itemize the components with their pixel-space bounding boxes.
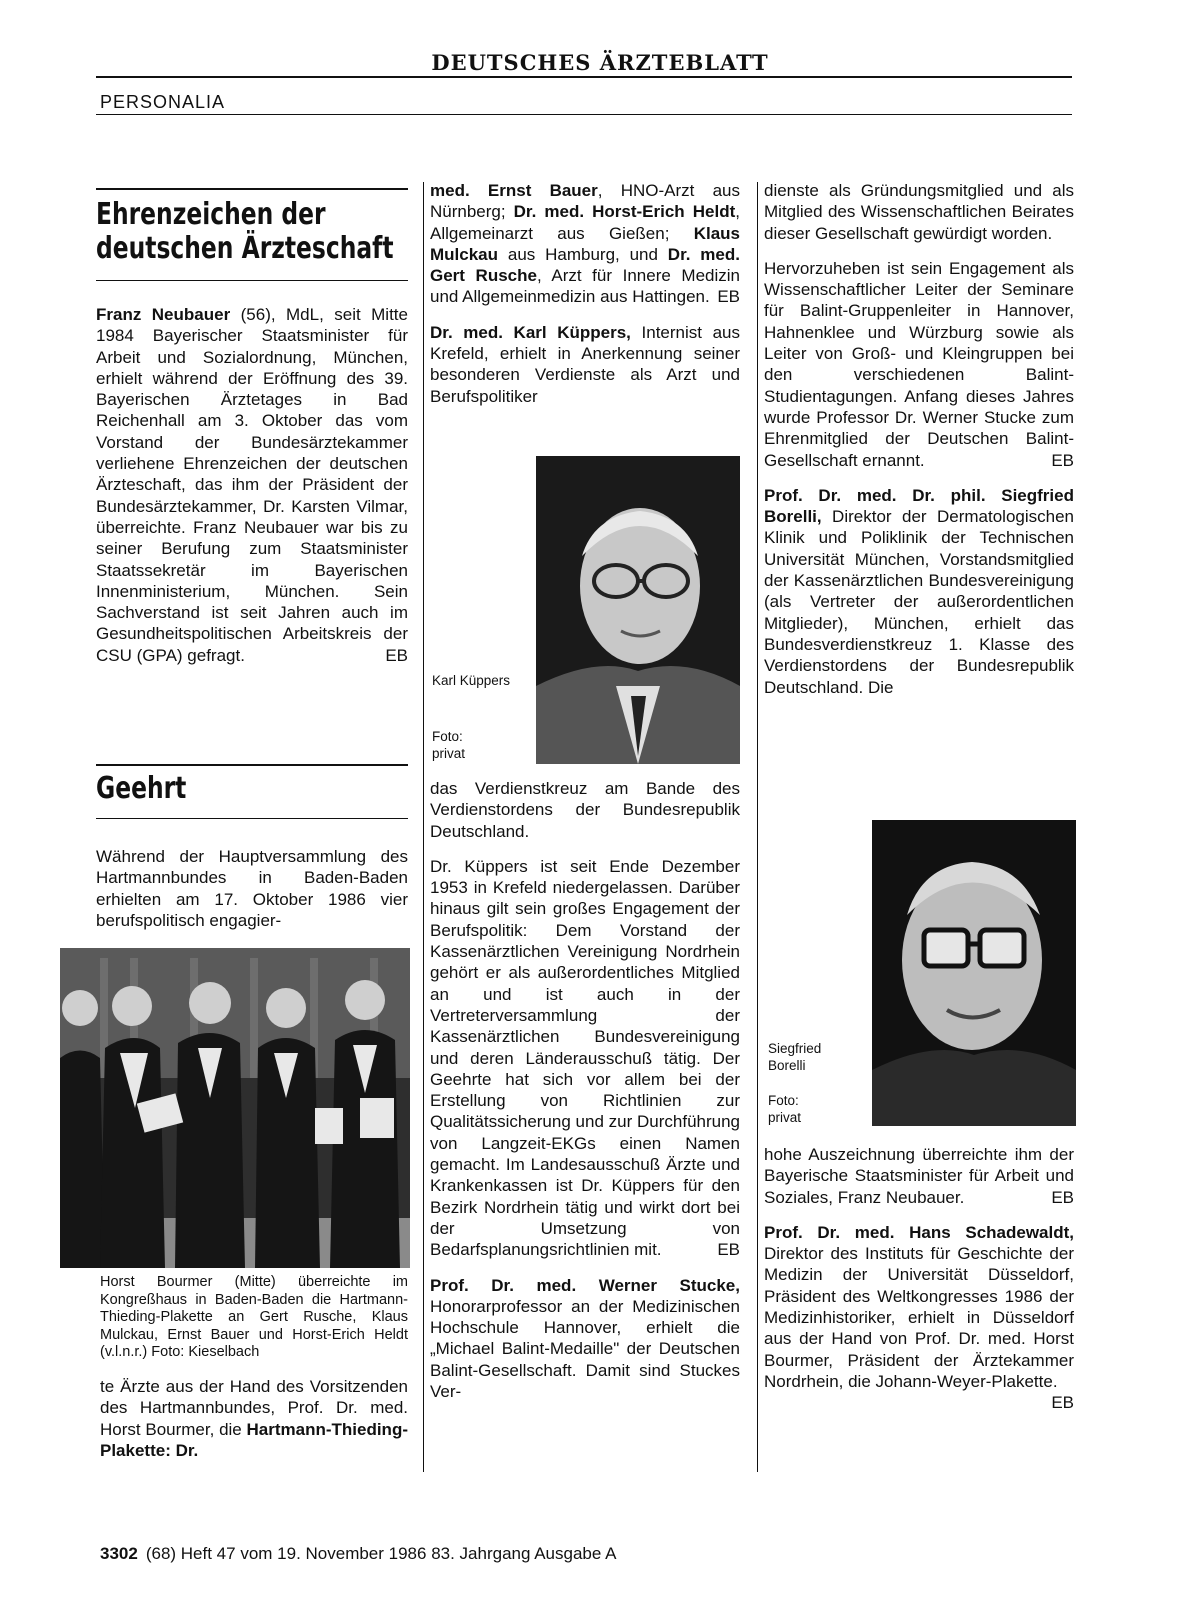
article-stucke: Prof. Dr. med. Werner Stucke, Honorarprofessor an der Medizinischen Hochschule Hannover, erhielt die „Michael Balint-Medaille" der Deutschen Balint-Gesellschaft. Damit sind Stuckes Ver- [430,1275,740,1402]
article-borelli: Prof. Dr. med. Dr. phil. Siegfried Borelli, Direktor der Dermatologischen Klinik und Poliklinik der Technischen Universität München, Vorstandsmitglied der Kassenärztlichen Bundesvereinigung (als Vertreter der außerordentlichen Mitglieder), München, erhielt das Bundesverdienstkreuz 1. Klasse des Verdienstordens der Bundesrepublik Deutschland. Die [764,485,1074,697]
column-1-geehrt-text [96,846,408,931]
headline-geehrt: Geehrt [96,771,187,806]
article-neubauer: Franz Neubauer (56), MdL, seit Mitte 1984 Bayerischer Staatsminister für Arbeit und Sozialordnung, München, erhielt während der Eröffnung des 39. Bayerischen Ärztetages in Bad Reichenhall am 3. Oktober das vom Vorstand der Bundesärztekammer verliehene Ehrenzeichen der deutschen Ärzteschaft, das ihm der Präsident der Bundesärztekammer, Dr. Karsten Vilmar, überreichte. Franz Neubauer war bis zu seiner Berufung zum Staatsminister Staatssekretär im Bayerischen Innenministerium, München. Sein Sachverstand ist seit Jahren auch im Gesundheitspolitischen Arbeitskreis der CSU (GPA) gefragt. EB [96,305,408,665]
group-photo [60,948,410,1268]
column-1-article [96,304,408,666]
article-kueppers: Dr. med. Karl Küppers, Internist aus Krefeld, erhielt in Anerkennung seiner besonderen Verdienste als Arzt und Berufspolitiker [430,322,741,406]
article-kueppers-award: das Verdienstkreuz am Bande des Verdienstordens der Bundesrepublik Deutschland. [430,779,740,841]
article-geehrt-names: med. Ernst Bauer, HNO-Arzt aus Nürnberg; Dr. med. Horst-Erich Heldt, Allgemeinarzt aus Gießen; Klaus Mulckau aus Hamburg, und Dr. med. Gert Rusche, Arzt für Innere Medizin und Allgemeinmedizin aus Hattingen. EB [430,181,740,307]
portrait-borelli-image [872,820,1076,1126]
portrait-kueppers-name: Karl Küppers [432,673,511,688]
page-footer [100,1544,616,1564]
author-mark: EB [717,1240,740,1260]
heading-rule-top [96,188,408,190]
column-2-top [430,180,740,407]
article-kueppers-career: Dr. Küppers ist seit Ende Dezember 1953 in Krefeld niedergelassen. Darüber hinaus gilt sein großes Engagement der Berufspolitik: Dem Vorstand der Kassenärztlichen Vereinigung Nordrhein gehört er als außerordentliches Mitglied an und ist auch in der Vertreterversammlung der Kassenärztlichen Bundesvereinigung und deren Länderausschuß tätig. Der Geehrte hat sich vor allem bei der Erstellung von Richtlinien zur Qualitätssicherung und zur Durchführung von Langzeit-EKGs einen Namen gemacht. Im Landesausschuß Ärzte und Krankenkassen ist Dr. Küppers für den Bezirk Nordrhein tätig und wirkt dort bei der Umsetzung von Bedarfsplanungsrichtlinien mit. EB [430,856,740,1260]
article-stucke-continued: dienste als Gründungsmitglied und als Mitglied des Wissenschaftlichen Beirates dieser Gesellschaft gewürdigt worden. [764,181,1074,243]
article-geehrt-intro: Während der Hauptversammlung des Hartmannbundes in Baden-Baden erhielten am 17. Oktober 1986 vier berufspolitisch engagier- [96,847,408,930]
group-photo-image [60,948,410,1268]
group-photo-caption: Horst Bourmer (Mitte) überreichte im Kongreßhaus in Baden-Baden die Hartmann-Thieding-Plakette an Gert Rusche, Klaus Mulckau, Ernst Bauer und Horst-Erich Heldt (v.l.n.r.) Foto: Kieselbach [100,1274,408,1360]
masthead: DEUTSCHES ÄRZTEBLATT [431,50,769,75]
column-3-top [764,180,1074,698]
portrait-kueppers-credit: Foto: privat [432,729,466,761]
headline-ehrenzeichen-line2: deutschen Ärzteschaft [96,231,394,266]
column-rule-2 [757,182,758,1472]
column-3-bottom [764,1144,1074,1414]
article-geehrt-continued: te Ärzte aus der Hand des Vorsitzenden des Hartmannbundes, Prof. Dr. med. Horst Bourmer, die Hartmann-Thieding-Plakette: Dr. [100,1377,408,1460]
column-1-top [96,198,408,266]
section-label: PERSONALIA [100,92,226,112]
column-rule-1 [423,182,424,1472]
column-1-geehrt [96,772,408,806]
issue-info: (68) Heft 47 vom 19. November 1986 83. Jahrgang Ausgabe A [145,1544,617,1563]
portrait-kueppers-image [536,456,740,764]
author-mark: EB [385,645,408,665]
headline-ehrenzeichen-line1: Ehrenzeichen der [96,197,326,232]
page-number: 3302 [100,1544,138,1563]
article-borelli-continued: hohe Auszeichnung überreichte ihm der Bayerische Staatsminister für Arbeit und Soziales, Franz Neubauer. EB [764,1145,1074,1207]
header-rule [96,114,1072,115]
author-mark: EB [1051,1393,1074,1413]
masthead-rule [96,76,1072,78]
heading-rule-bottom-2 [96,818,408,819]
heading-rule-top-2 [96,764,408,766]
portrait-borelli-credit: Foto: privat [768,1093,802,1125]
column-1-bottom [100,1376,408,1461]
heading-rule-bottom [96,280,408,281]
article-stucke-engagement: Hervorzuheben ist sein Engagement als Wissenschaftlicher Leiter der Seminare für Balint-Gruppenleiter in Hannover, Hahnenklee und Würzburg sowie als Leiter von Groß- und Kleingruppen bei den verschiedenen Balint-Studientagungen. Anfang dieses Jahres wurde Professor Dr. Werner Stucke zum Ehrenmitglied der Deutschen Balint-Gesellschaft ernannt. EB [764,258,1074,470]
author-mark: EB [1051,1187,1074,1207]
column-2-bottom [430,778,740,1402]
portrait-borelli-name: Siegfried Borelli [768,1041,822,1073]
article-schadewaldt: Prof. Dr. med. Hans Schadewaldt, Direktor des Instituts für Geschichte der Medizin der Universität Düsseldorf, Präsident des Weltkongresses 1986 der Medizinhistoriker, erhielt in Düsseldorf aus der Hand von Prof. Dr. med. Horst Bourmer, Präsident der Ärztekammer Nordrhein, die Johann-Weyer-Plakette. EB [764,1222,1074,1413]
portrait-borelli [872,820,1076,1126]
author-mark: EB [1051,450,1074,470]
author-mark: EB [717,287,740,307]
portrait-kueppers [536,456,740,764]
